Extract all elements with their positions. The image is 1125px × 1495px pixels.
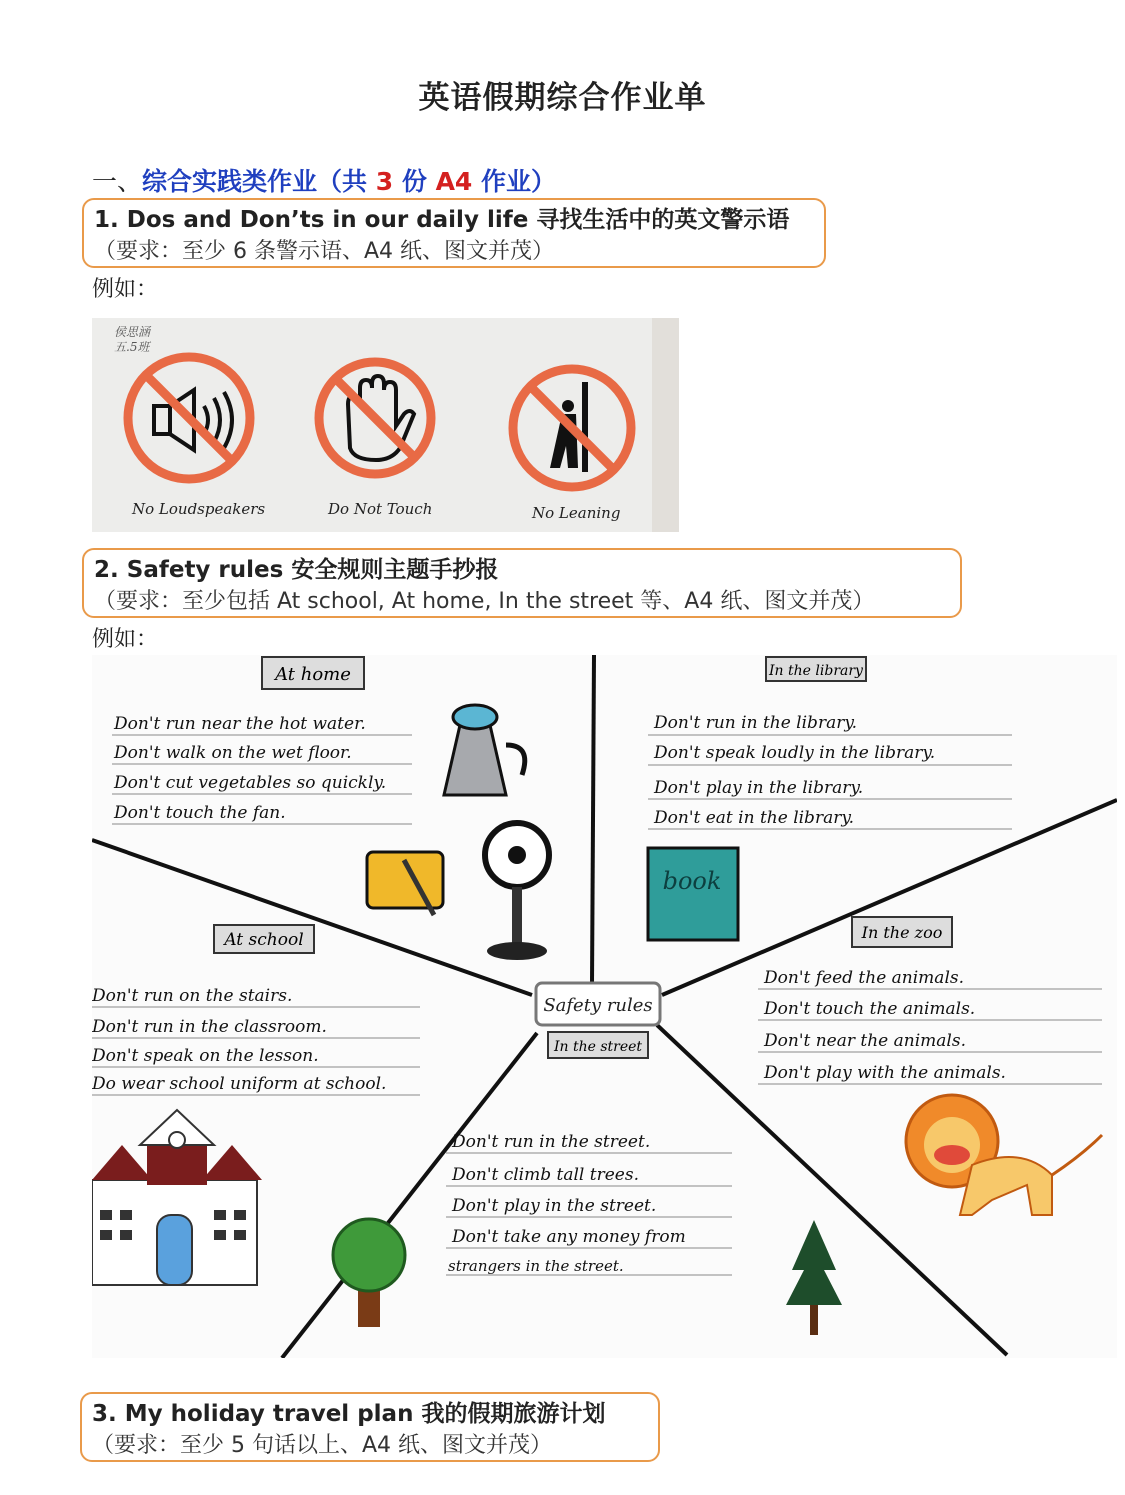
task-1-example-label: 例如： [92, 277, 159, 302]
street-rule-4: Don't take any money from [452, 1227, 686, 1247]
home-rule-1: Don't run near the hot water. [114, 714, 366, 734]
task-3-requirement: （要求：至少 5 句话以上、A4 纸、图文并茂） [92, 1433, 553, 1458]
school-rule-3: Don't speak on the lesson. [92, 1046, 319, 1066]
sign-1-caption: No Loudspeakers [132, 500, 266, 518]
label-at-home: At home [275, 664, 351, 685]
section-label-part1: 综合实践类作业（共 [142, 167, 376, 196]
sign-3-caption: No Leaning [532, 504, 621, 522]
task-3-title: 3. My holiday travel plan 我的假期旅游计划 [92, 1401, 606, 1427]
library-rule-4: Don't eat in the library. [654, 808, 855, 828]
sign-2-caption: Do Not Touch [328, 500, 433, 518]
label-in-the-zoo: In the zoo [861, 923, 943, 942]
svg-text:Safety rules: Safety rules [543, 995, 653, 1016]
school-rule-1: Don't run on the stairs. [92, 986, 293, 1006]
section-prefix: 一、 [92, 167, 143, 196]
task-2-title: 2. Safety rules 安全规则主题手抄报 [94, 557, 499, 583]
section-count: 3 [375, 167, 394, 196]
task-2-example-label: 例如： [92, 627, 159, 652]
corner-note-2: 五.5班 [114, 340, 150, 354]
safety-rules-poster [92, 655, 1117, 1358]
school-rule-2: Don't run in the classroom. [92, 1017, 327, 1037]
school-rule-4: Do wear school uniform at school. [92, 1074, 387, 1094]
street-rule-2: Don't climb tall trees. [452, 1165, 639, 1185]
svg-text:book: book [662, 867, 722, 895]
warning-signs-photo [92, 318, 679, 532]
task-2-requirement: （要求：至少包括 At school, At home, In the street 等、A4 纸、图文并茂） [94, 589, 875, 614]
task-1-requirement: （要求：至少 6 条警示语、A4 纸、图文并茂） [94, 239, 555, 264]
zoo-rule-4: Don't play with the animals. [764, 1063, 1006, 1083]
task-3-box [80, 1392, 660, 1462]
task-1-title: 1. Dos and Don’ts in our daily life 寻找生活中的英文警示语 [94, 207, 790, 233]
home-rule-4: Don't touch the fan. [114, 803, 286, 823]
label-at-school: At school [224, 930, 304, 950]
book-icon [648, 848, 738, 940]
center-label [536, 983, 660, 1025]
library-rule-2: Don't speak loudly in the library. [654, 743, 936, 763]
task-1-box [82, 198, 826, 268]
task-2-box [82, 548, 962, 618]
zoo-rule-3: Don't near the animals. [764, 1031, 966, 1051]
section-paper: A4 [435, 167, 473, 196]
zoo-rule-2: Don't touch the animals. [764, 999, 976, 1019]
corner-note-1: 侯思涵 [114, 325, 151, 339]
page-title: 英语假期综合作业单 [418, 80, 707, 116]
section-label-part2: 份 [393, 167, 436, 196]
section-label-part3: 作业） [472, 167, 557, 196]
street-rule-1: Don't run in the street. [452, 1132, 651, 1152]
library-rule-3: Don't play in the library. [654, 778, 864, 798]
home-rule-2: Don't walk on the wet floor. [114, 743, 352, 763]
zoo-rule-1: Don't feed the animals. [764, 968, 965, 988]
cutting-board-icon [367, 852, 443, 915]
street-rule-3: Don't play in the street. [452, 1196, 657, 1216]
home-rule-3: Don't cut vegetables so quickly. [114, 773, 387, 793]
street-rule-5: strangers in the street. [448, 1257, 624, 1275]
label-in-the-street: In the street [553, 1039, 643, 1055]
library-rule-1: Don't run in the library. [654, 713, 858, 733]
label-in-the-library: In the library [769, 663, 863, 679]
section-heading [92, 162, 556, 198]
